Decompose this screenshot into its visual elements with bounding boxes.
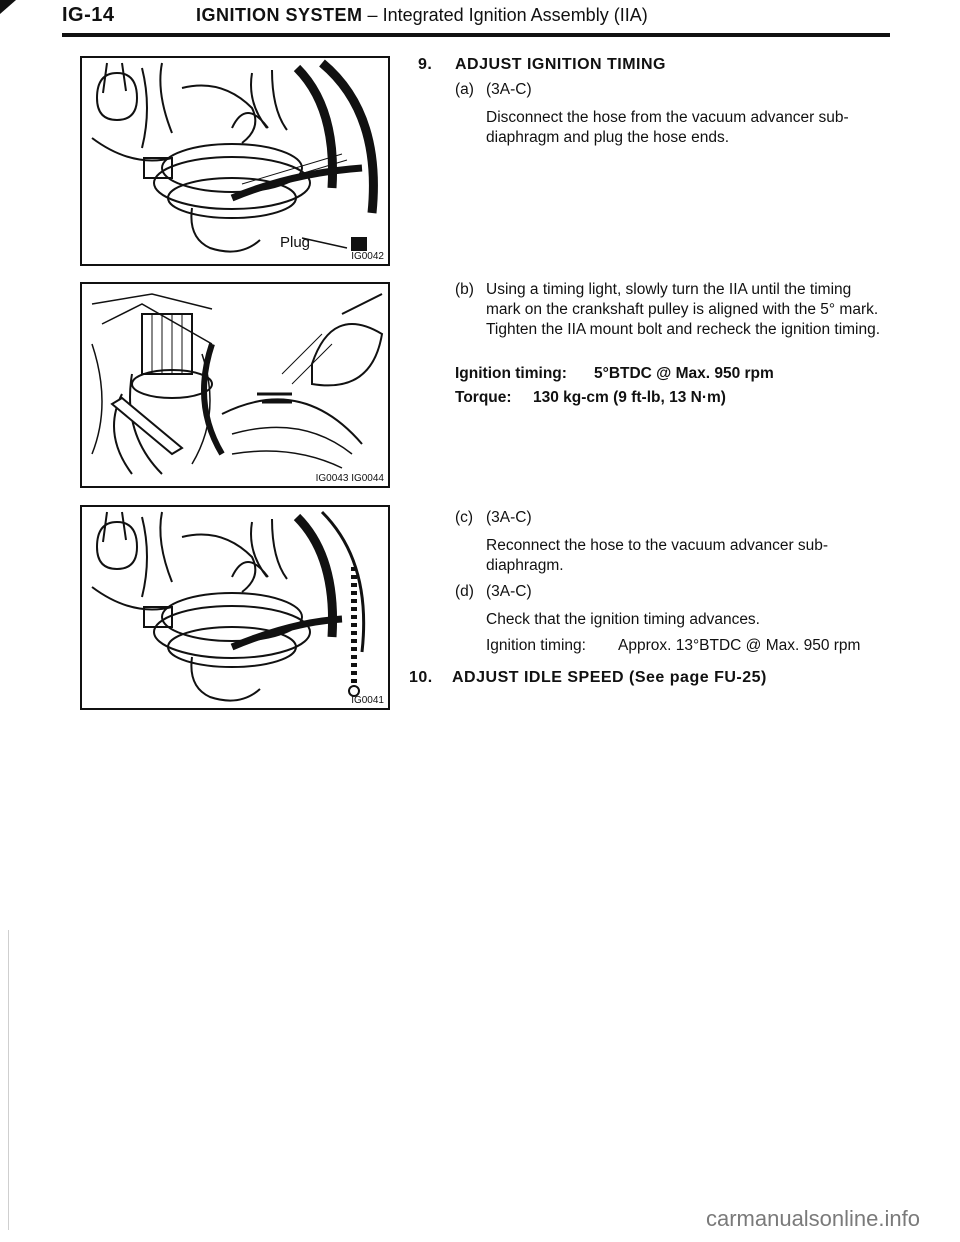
step-10-heading: ADJUST IDLE SPEED (See page FU-25): [452, 669, 767, 686]
page-number: IG-14: [62, 4, 115, 26]
scan-corner-mark: [0, 0, 16, 14]
header-separator: –: [367, 5, 378, 25]
step-9a-letter: (a): [455, 81, 474, 98]
header-rule: [62, 33, 890, 37]
figure-code: IG0043 IG0044: [315, 473, 384, 484]
figure-vacuum-hose-reconnected: [80, 505, 390, 710]
ignition-timing-label: Ignition timing:: [455, 365, 567, 382]
step-9b-text: Using a timing light, slowly turn the IIA until the timing mark on the crankshaft pulley is aligned with the 5° mark. Tighten the IIA mount bolt and recheck the ignition timing.: [486, 281, 881, 338]
ignition-timing-value: 5°BTDC @ Max. 950 rpm: [594, 365, 774, 382]
figure-timing-light: [80, 282, 390, 488]
watermark: carmanualsonline.info: [705, 1206, 920, 1231]
figure-code: IG0042: [351, 251, 384, 262]
subsection-title: Integrated Ignition Assembly (IIA): [382, 5, 648, 25]
advanced-timing-label: Ignition timing:: [486, 637, 586, 654]
step-9d-model: (3A-C): [486, 583, 532, 600]
step-9d-letter: (d): [455, 583, 474, 600]
section-title: IGNITION SYSTEM: [196, 5, 363, 25]
step-9c-text: Reconnect the hose to the vacuum advancer sub-diaphragm.: [486, 537, 829, 574]
scan-edge-line: [8, 930, 9, 1230]
step-9c-letter: (c): [455, 509, 474, 526]
advanced-timing-value: Approx. 13°BTDC @ Max. 950 rpm: [618, 637, 861, 654]
page-header-title: [196, 5, 648, 26]
figure-vacuum-hose-plug: [80, 56, 390, 266]
diagram-timing-marks: [82, 284, 390, 488]
torque-value: 130 kg-cm (9 ft-lb, 13 N·m): [533, 389, 726, 406]
figure-code: IG0041: [351, 695, 384, 706]
diagram-distributor-hose-connected: [82, 507, 390, 710]
step-9d-text: Check that the ignition timing advances.: [486, 611, 760, 628]
step-9a-text: Disconnect the hose from the vacuum advancer sub-diaphragm and plug the hose ends.: [486, 109, 849, 146]
torque-label: Torque:: [455, 389, 512, 406]
plug-label: Plug: [280, 234, 311, 251]
step-9b-letter: (b): [455, 281, 474, 298]
step-9a-model: (3A-C): [486, 81, 532, 98]
step-10-number: 10.: [409, 669, 433, 686]
diagram-distributor-hose-plugged: [82, 58, 390, 266]
step-9-number: 9.: [418, 56, 433, 73]
step-9-heading: ADJUST IGNITION TIMING: [455, 56, 666, 73]
step-9c-model: (3A-C): [486, 509, 532, 526]
